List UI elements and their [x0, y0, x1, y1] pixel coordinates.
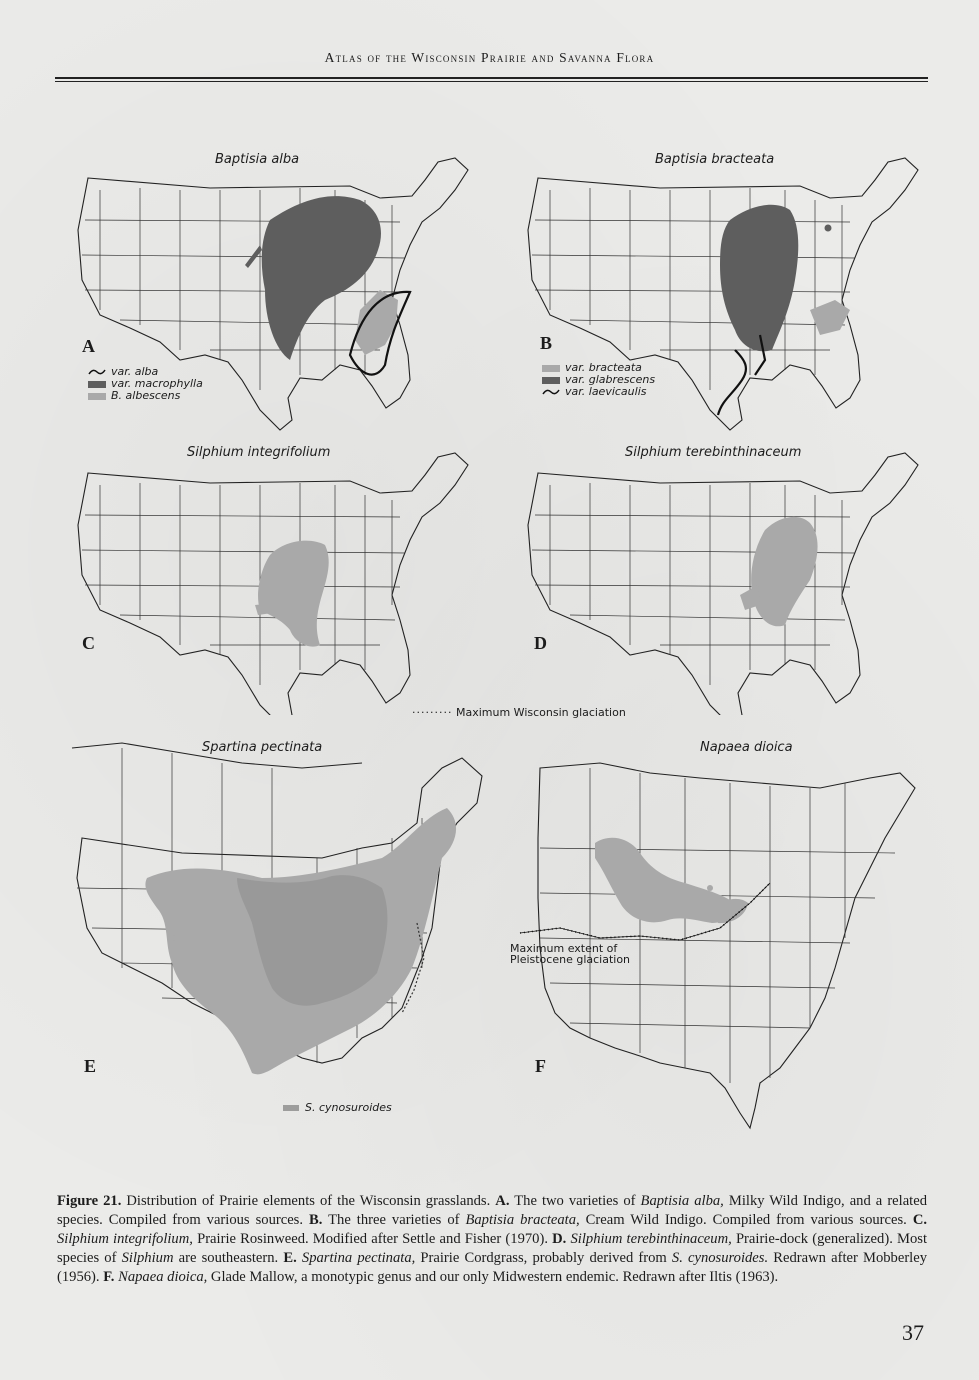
light-swatch: [88, 393, 106, 400]
legend-item: var. alba: [111, 365, 159, 378]
map-baptisia-bracteata: [510, 150, 930, 440]
caption-panel-label: E.: [283, 1250, 297, 1266]
running-head: Atlas of the Wisconsin Prairie and Savanna Flora: [324, 50, 655, 65]
map-napaea-dioica: [500, 728, 930, 1178]
map-title: Napaea dioica: [700, 740, 793, 755]
dark-swatch: [88, 381, 106, 388]
map-title: Silphium terebinthinaceum: [625, 445, 802, 460]
caption-species: Spartina pectinata,: [296, 1250, 416, 1266]
map-silphium-terebinthinaceum: [510, 445, 930, 715]
caption-text: The two varieties of: [509, 1193, 641, 1209]
dark-swatch: [542, 377, 560, 384]
panel-letter: E: [84, 1056, 97, 1076]
dotted-line-icon: ·········: [412, 706, 453, 719]
wavy-line-icon: [88, 368, 106, 376]
us-map-c: [60, 445, 480, 715]
header-rule: [55, 77, 928, 79]
caption-text: Cream Wild Indigo. Compiled from various sources.: [579, 1212, 913, 1228]
caption-species: Baptisia bracteata,: [465, 1212, 580, 1228]
caption-text: Glade Mallow, a monotypic genus and our only Midwestern endemic. Redrawn after Iltis (1963).: [207, 1269, 779, 1285]
panel-letter: D: [534, 633, 547, 653]
glaciation-key: [412, 706, 626, 719]
us-map-d: [510, 445, 930, 715]
caption-species: Silphium terebinthinaceum,: [566, 1231, 732, 1247]
hatched-line-icon: [282, 1104, 300, 1112]
legend-item: var. macrophylla: [111, 377, 203, 390]
light-swatch: [542, 365, 560, 372]
legend-item: S. cynosuroides: [305, 1101, 392, 1114]
figure-label: Figure 21.: [57, 1193, 122, 1209]
caption-text: The three varieties of: [322, 1212, 466, 1228]
wavy-line-icon: [542, 388, 560, 396]
caption-text: are southeastern.: [173, 1250, 284, 1266]
header-rule-thin: [55, 81, 928, 82]
page-number: 37: [902, 1320, 924, 1345]
caption-text: Prairie-dock (generalized). Most species of: [57, 1231, 928, 1266]
panel-letter: F: [535, 1056, 546, 1076]
caption-species: S. cynosuroides.: [671, 1250, 769, 1266]
legend-b: [542, 362, 655, 398]
legend-item: B. albescens: [111, 389, 181, 402]
map-title: Baptisia bracteata: [655, 152, 775, 167]
panel-letter: A: [82, 336, 95, 356]
legend-e: [282, 1102, 392, 1114]
caption-text: Milky Wild Indigo, and a related species. Compiled from various sources.: [57, 1193, 928, 1228]
legend-item: var. laevicaulis: [565, 385, 647, 398]
pleistocene-label-line1: Maximum extent of: [510, 942, 618, 955]
caption-species: Napaea dioica,: [114, 1269, 208, 1285]
pleistocene-label: [510, 943, 630, 965]
map-baptisia-alba: [60, 150, 480, 440]
caption-species: Baptisia alba,: [640, 1193, 724, 1209]
panel-letter: B: [540, 333, 553, 353]
caption-text: Prairie Rosinweed. Modified after Settle and Fisher (1970).: [192, 1231, 553, 1247]
caption-panel-label: C.: [912, 1212, 928, 1228]
panel-letter: C: [82, 633, 95, 653]
legend-item: var. bracteata: [565, 361, 642, 374]
caption-panel-label: A.: [495, 1193, 510, 1209]
pleistocene-label-line2: Pleistocene glaciation: [510, 953, 631, 966]
map-silphium-integrifolium: [60, 445, 480, 715]
caption-panel-label: F.: [103, 1269, 115, 1285]
map-title: Silphium integrifolium: [187, 445, 331, 460]
legend-a: [88, 366, 203, 402]
caption-genus: Silphium: [121, 1250, 174, 1266]
caption-species: Silphium integrifolium,: [57, 1231, 193, 1247]
caption-panel-label: D.: [552, 1231, 567, 1247]
caption-text: Distribution of Prairie elements of the Wisconsin grasslands.: [121, 1193, 496, 1209]
legend-item: var. glabrescens: [565, 373, 656, 386]
map-title: Spartina pectinata: [202, 740, 323, 755]
glaciation-key-label: Maximum Wisconsin glaciation: [455, 706, 626, 719]
map-title: Baptisia alba: [215, 152, 300, 167]
caption-text: Prairie Cordgrass, probably derived from: [415, 1250, 672, 1266]
caption-text: Redrawn after Mobberley (1956).: [57, 1250, 928, 1285]
map-spartina-pectinata: [62, 728, 502, 1178]
caption-panel-label: B.: [309, 1212, 323, 1228]
figure-caption: [57, 1192, 927, 1287]
